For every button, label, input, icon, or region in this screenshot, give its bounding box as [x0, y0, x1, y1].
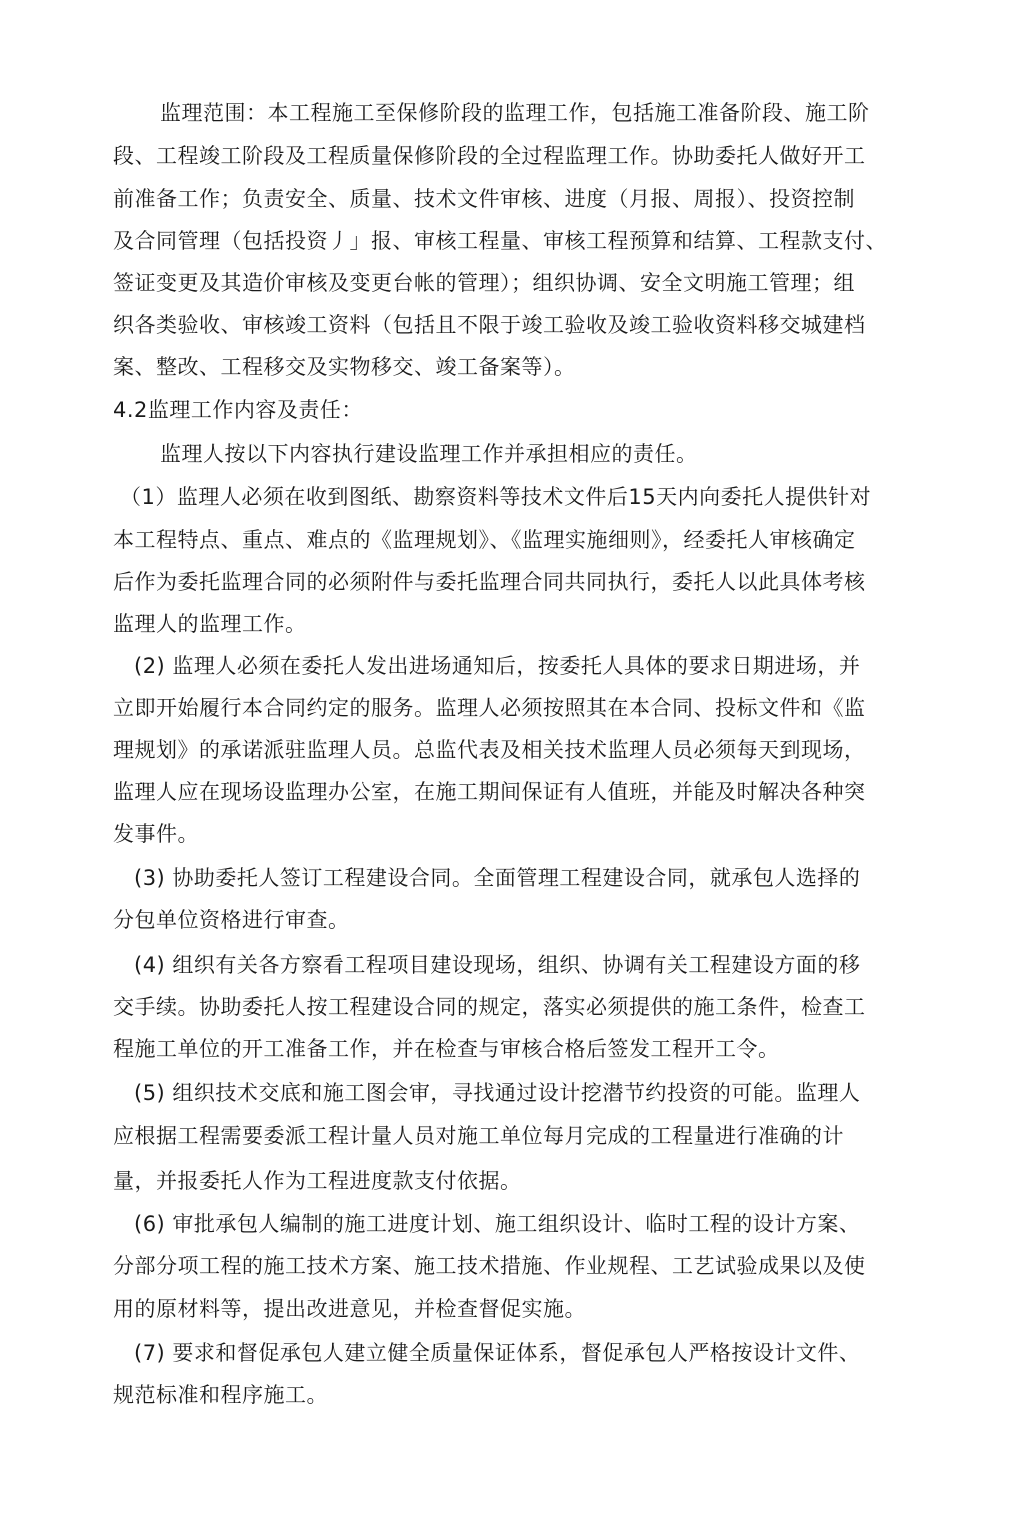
text-line-22: 交手续。协助委托人按工程建设合同的规定，落实必须提供的施工条件，检查工 — [113, 995, 866, 1019]
text-line-7: 案、整改、工程移交及实物移交、竣工备案等）。 — [113, 355, 576, 379]
text-line-6: 织各类验收、审核竣工资料（包括且不限于竣工验收及竣工验收资料移交城建档 — [113, 313, 866, 337]
text-line-29: 用的原材料等，提出改进意见，并检查督促实施。 — [113, 1297, 586, 1321]
text-line-15: 立即开始履行本合同约定的服务。监理人必须按照其在本合同、投标文件和《监 — [113, 696, 866, 720]
text-line-13: 监理人的监理工作。 — [113, 612, 307, 636]
text-line-11: 本工程特点、重点、难点的《监理规划》、《监理实施细则》，经委托人审核确定 — [113, 528, 856, 552]
text-line-21: (4) 组织有关各方察看工程项目建设现场，组织、协调有关工程建设方面的移 — [134, 953, 861, 977]
text-line-24: (5) 组织技术交底和施工图会审，寻找通过设计挖潜节约投资的可能。监理人 — [134, 1081, 861, 1105]
text-line-18: 发事件。 — [113, 822, 199, 846]
text-line-30: (7) 要求和督促承包人建立健全质量保证体系，督促承包人严格按设计文件、 — [134, 1341, 861, 1365]
text-line-9: 监理人按以下内容执行建设监理工作并承担相应的责任。 — [160, 442, 698, 466]
text-line-23: 程施工单位的开工准备工作，并在检查与审核合格后签发工程开工令。 — [113, 1037, 780, 1061]
text-line-10: （1）监理人必须在收到图纸、勘察资料等技术文件后15天内向委托人提供针对 — [120, 485, 872, 509]
text-line-19: (3) 协助委托人签订工程建设合同。全面管理工程建设合同，就承包人选择的 — [134, 866, 861, 890]
text-line-3: 前准备工作；负责安全、质量、技术文件审核、进度（月报、周报）、投资控制 — [113, 187, 855, 211]
text-line-27: (6) 审批承包人编制的施工进度计划、施工组织设计、临时工程的设计方案、 — [134, 1212, 861, 1236]
text-line-2: 段、工程竣工阶段及工程质量保修阶段的全过程监理工作。协助委托人做好开工 — [113, 144, 866, 168]
text-line-4: 及合同管理（包括投资丿」报、审核工程量、审核工程预算和结算、工程款支付、 — [113, 229, 887, 253]
text-line-14: (2) 监理人必须在委托人发出进场通知后，按委托人具体的要求日期进场，并 — [134, 654, 861, 678]
text-line-25: 应根据工程需要委派工程计量人员对施工单位每月完成的工程量进行准确的计 — [113, 1124, 844, 1148]
text-line-16: 理规划》的承诺派驻监理人员。总监代表及相关技术监理人员必须每天到现场， — [113, 738, 866, 762]
text-line-5: 签证变更及其造价审核及变更台帐的管理）；组织协调、安全文明施工管理；组 — [113, 271, 855, 295]
text-line-12: 后作为委托监理合同的必须附件与委托监理合同共同执行，委托人以此具体考核 — [113, 570, 866, 594]
text-line-20: 分包单位资格进行审查。 — [113, 908, 350, 932]
text-line-17: 监理人应在现场设监理办公室，在施工期间保证有人值班，并能及时解决各种突 — [113, 780, 866, 804]
text-line-31: 规范标准和程序施工。 — [113, 1383, 328, 1407]
text-line-28: 分部分项工程的施工技术方案、施工技术措施、作业规程、工艺试验成果以及使 — [113, 1254, 866, 1278]
text-line-1: 监理范围：本工程施工至保修阶段的监理工作，包括施工准备阶段、施工阶 — [160, 101, 870, 125]
text-line-26: 量，并报委托人作为工程进度款支付依据。 — [113, 1169, 522, 1193]
section-heading: 4.2监理工作内容及责任： — [113, 398, 363, 422]
